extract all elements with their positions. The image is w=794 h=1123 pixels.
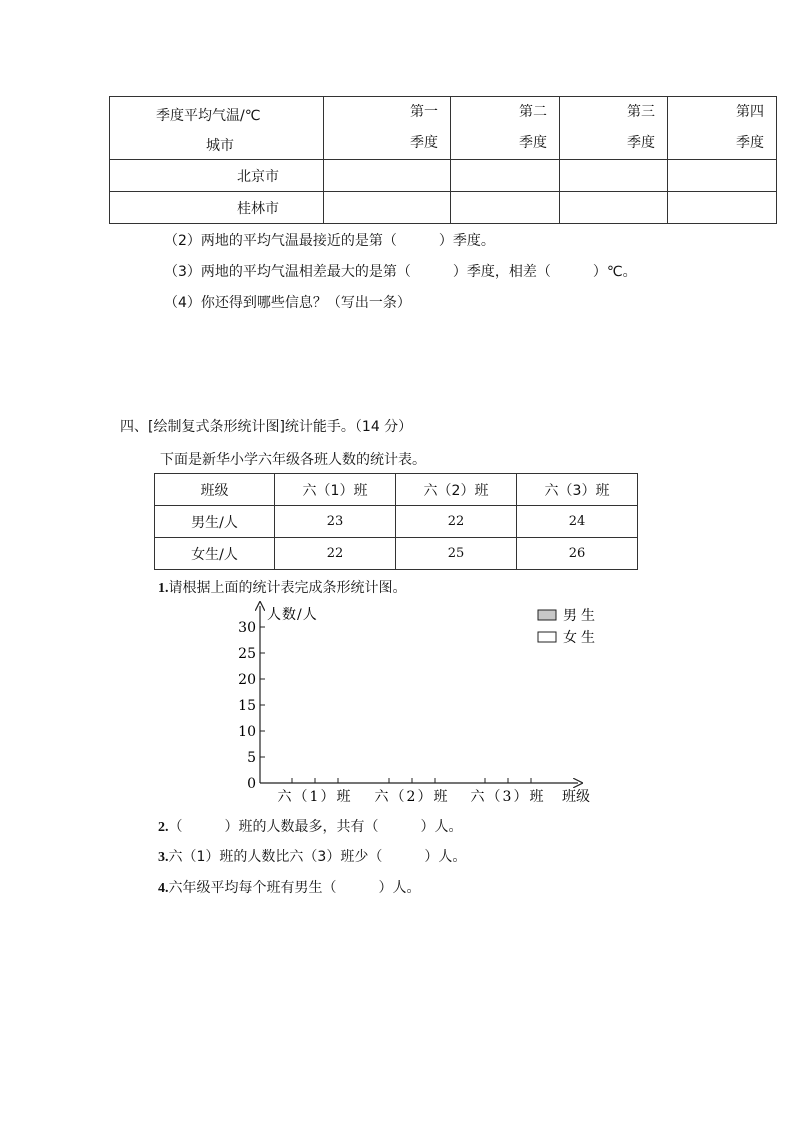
task-3: 3.六（1）班的人数比六（3）班少（ ）人。 <box>158 849 467 865</box>
table-header-cell: 六（1）班 <box>275 474 396 506</box>
table-header-cell: 六（2）班 <box>396 474 517 506</box>
season-header-3: 第三 季度 <box>560 97 668 160</box>
y-tick-label: 30 <box>238 620 256 636</box>
city-beijing: 北京市 <box>110 160 324 192</box>
question-3: （3）两地的平均气温相差最大的是第（ ）季度，相差（ ）℃。 <box>164 264 637 280</box>
table-cell: 22 <box>396 506 517 538</box>
task-1: 1.请根据上面的统计表完成条形统计图。 <box>158 580 407 596</box>
x-category-label: 六（2）班 <box>374 789 450 805</box>
legend-label: 女生 <box>563 630 599 646</box>
table-cell: 24 <box>517 506 638 538</box>
corner-header-bottom: 城市 <box>206 138 234 154</box>
table-cell: 26 <box>517 538 638 570</box>
table-cell: 25 <box>396 538 517 570</box>
question-4: （4）你还得到哪些信息？（写出一条） <box>164 295 411 311</box>
x-category-label: 六（3）班 <box>470 789 546 805</box>
y-tick-label: 15 <box>238 698 256 714</box>
x-axis-label: 班级 <box>562 789 590 805</box>
x-category-label: 六（1）班 <box>277 789 353 805</box>
task-4: 4.六年级平均每个班有男生（ ）人。 <box>158 880 421 896</box>
legend-swatch <box>538 610 556 620</box>
section-intro: 下面是新华小学六年级各班人数的统计表。 <box>160 452 426 468</box>
legend-swatch <box>538 632 556 642</box>
city-guilin: 桂林市 <box>110 192 324 224</box>
y-tick-label: 10 <box>238 724 256 740</box>
season-header-4: 第四 季度 <box>668 97 777 160</box>
legend-label: 男生 <box>563 608 599 624</box>
y-tick-label: 0 <box>247 776 256 792</box>
task-2: 2.（ ）班的人数最多，共有（ ）人。 <box>158 819 463 835</box>
row-label-boys: 男生/人 <box>155 506 275 538</box>
table-cell: 23 <box>275 506 396 538</box>
y-tick-label: 20 <box>238 672 256 688</box>
section-title: 四、[绘制复式条形统计图]统计能手。（14 分） <box>120 419 413 435</box>
row-label-girls: 女生/人 <box>155 538 275 570</box>
table-header-cell: 班级 <box>155 474 275 506</box>
y-tick-label: 25 <box>238 646 256 662</box>
table-cell: 22 <box>275 538 396 570</box>
season-header-1: 第一 季度 <box>324 97 451 160</box>
corner-header-top: 季度平均气温/℃ <box>156 108 261 124</box>
table-header-cell: 六（3）班 <box>517 474 638 506</box>
season-header-2: 第二 季度 <box>451 97 560 160</box>
y-axis-label: 人数/人 <box>267 607 318 623</box>
question-2: （2）两地的平均气温最接近的是第（ ）季度。 <box>164 233 495 249</box>
y-tick-label: 5 <box>247 750 256 766</box>
